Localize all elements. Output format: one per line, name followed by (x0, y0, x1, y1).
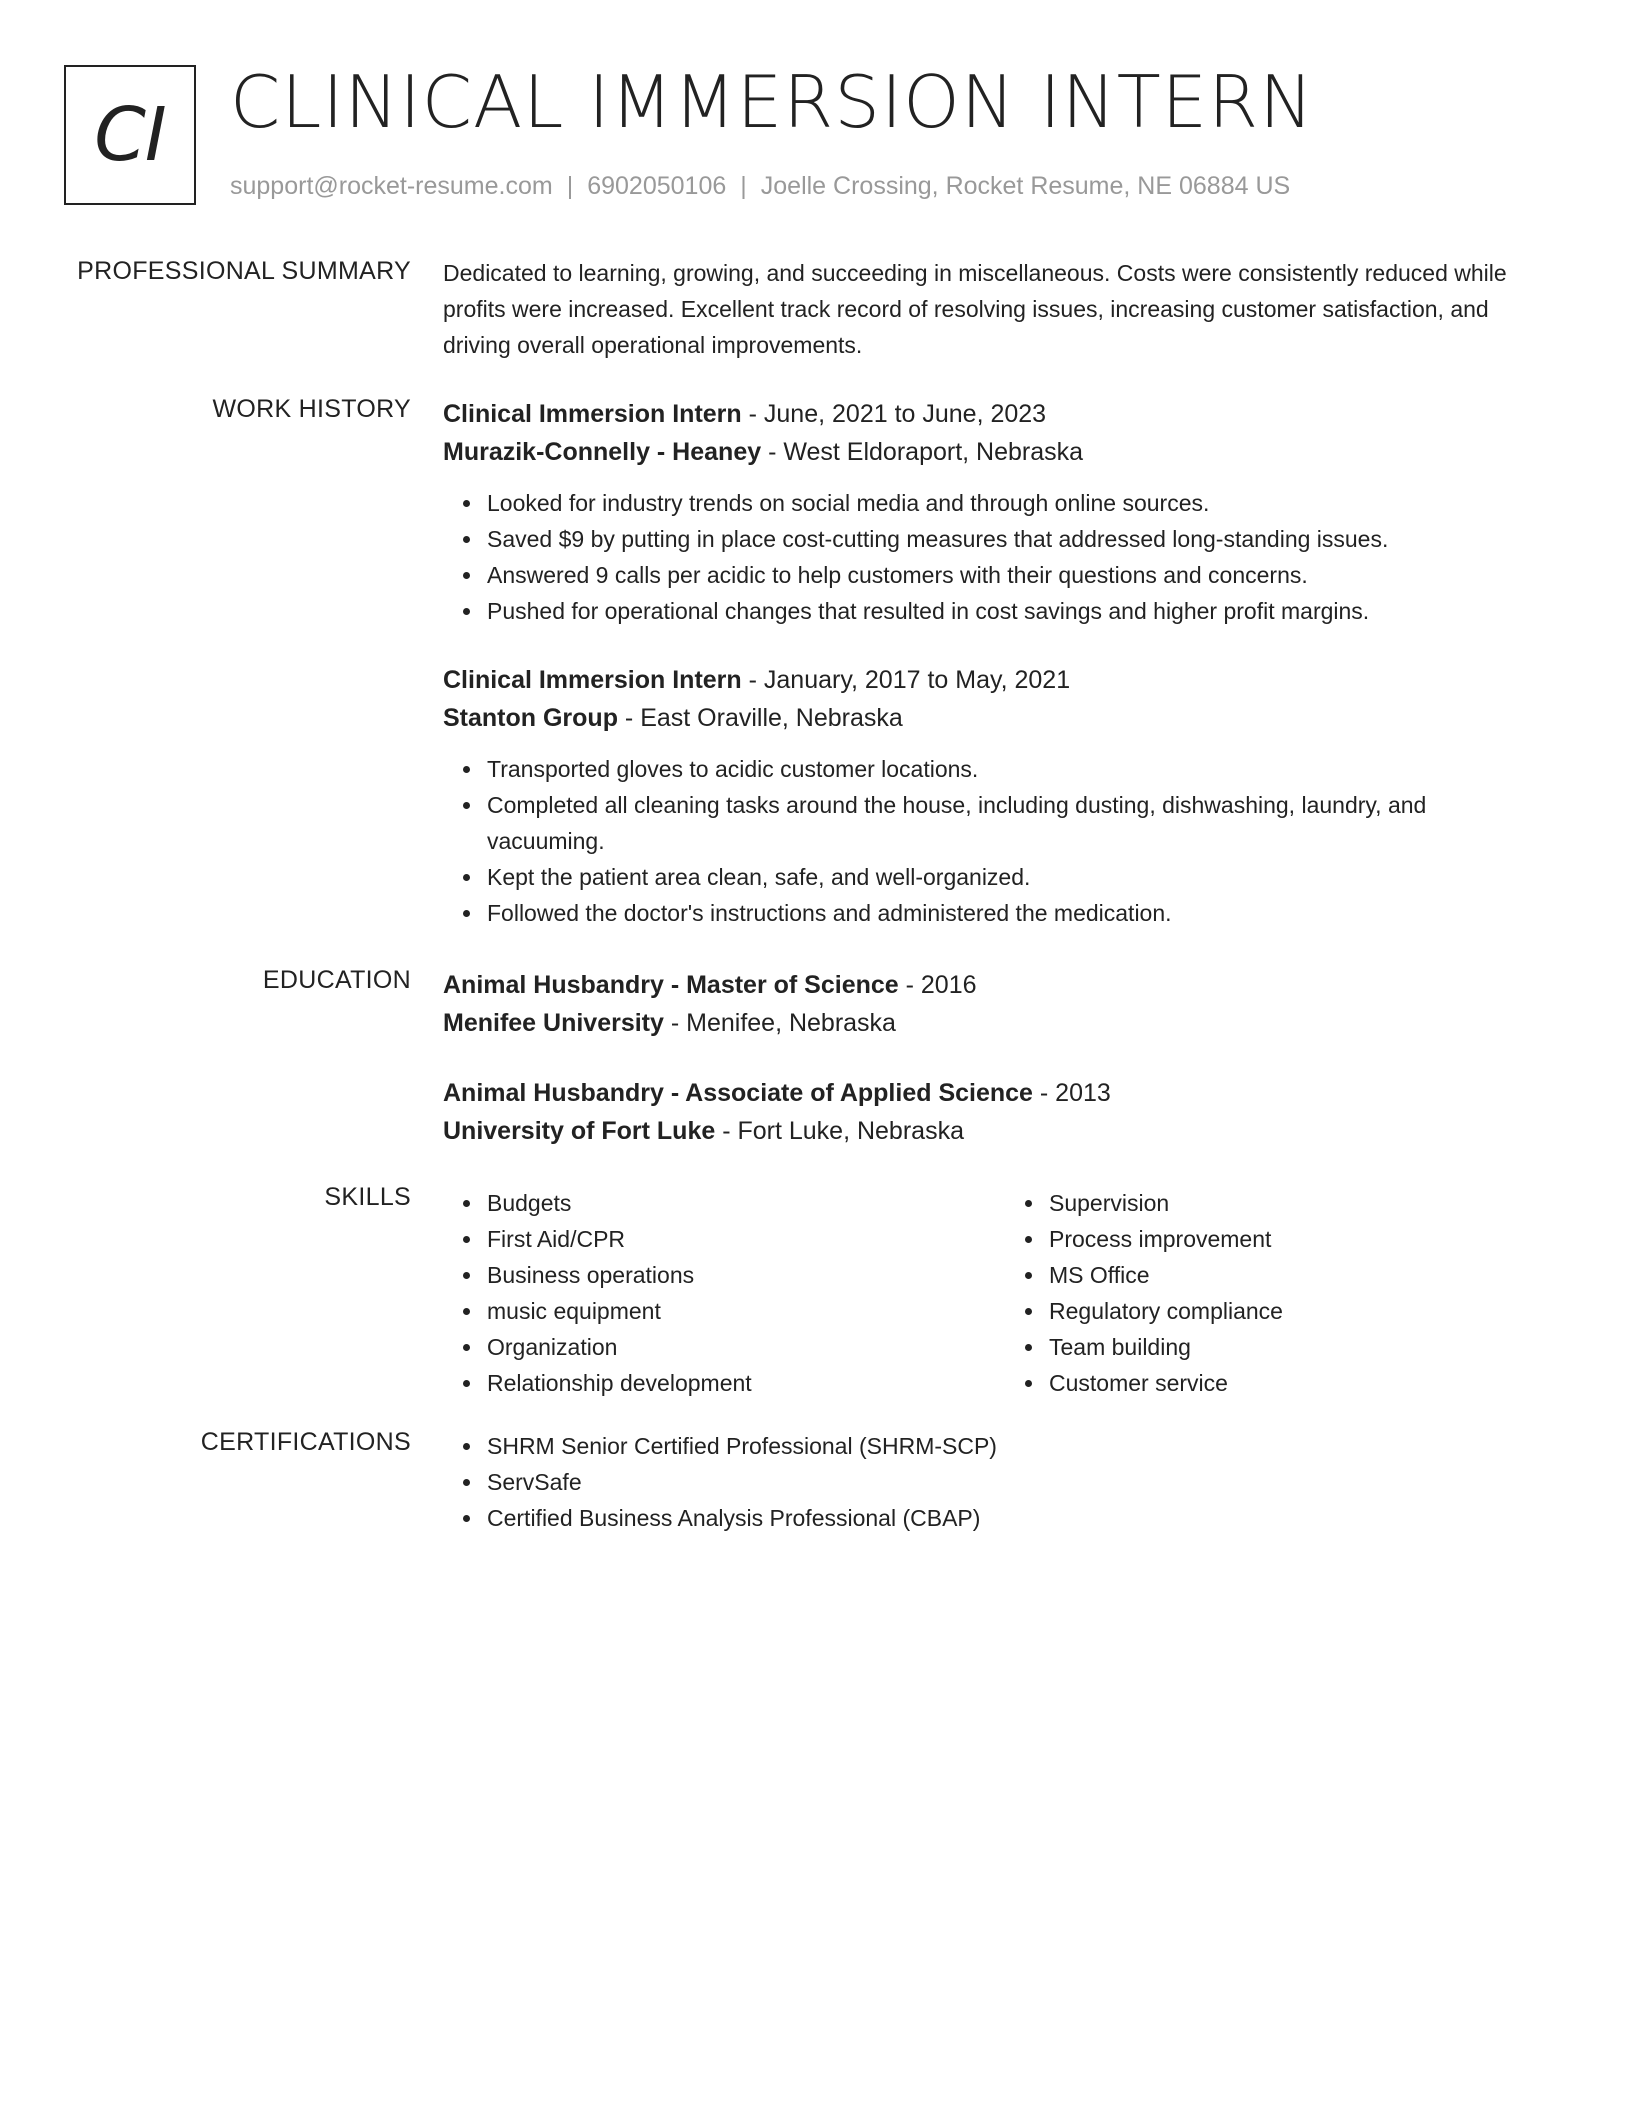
job-dates: - June, 2021 to June, 2023 (741, 400, 1047, 428)
certification-item: Certified Business Analysis Professional (CBAP) (487, 1500, 1523, 1536)
job-location: - West Eldoraport, Nebraska (761, 438, 1084, 466)
monogram-text: CI (94, 92, 166, 178)
education-body (443, 966, 1523, 1150)
section-label-education: EDUCATION (262, 966, 411, 994)
resume-title: CLINICAL IMMERSION INTERN (230, 60, 1315, 144)
skill-item: Budgets (487, 1185, 961, 1221)
job-title-line (443, 395, 1523, 433)
job-company-line (443, 433, 1523, 471)
job-entry (443, 395, 1523, 629)
list-item: Kept the patient area clean, safe, and well-organized. (487, 859, 1523, 895)
certifications-body (443, 1428, 1523, 1536)
certification-item: ServSafe (487, 1464, 1523, 1500)
school-line (443, 1112, 1523, 1150)
section-label-summary: PROFESSIONAL SUMMARY (77, 257, 411, 285)
skill-item: Team building (1049, 1329, 1523, 1365)
school-location: - Menifee, Nebraska (663, 1009, 896, 1037)
skills-list-right (1005, 1185, 1523, 1401)
section-label-work-history: WORK HISTORY (212, 395, 411, 423)
job-company: Murazik-Connelly - Heaney (443, 438, 762, 466)
job-bullet-list (443, 485, 1523, 629)
contact-separator: | (566, 172, 574, 200)
contact-separator: | (740, 172, 747, 200)
list-item: Followed the doctor's instructions and administered the medication. (487, 895, 1523, 931)
job-location: - East Oraville, Nebraska (617, 704, 903, 732)
job-entry (443, 661, 1523, 931)
skills-body (443, 1185, 1523, 1401)
degree-year: - 2016 (898, 971, 977, 999)
work-history-body (443, 395, 1523, 931)
list-item: Pushed for operational changes that resulted in cost savings and higher profit margins. (487, 593, 1523, 629)
degree-line (443, 1074, 1523, 1112)
skill-item: Business operations (487, 1257, 961, 1293)
contact-email: support@rocket-resume.com (230, 172, 553, 200)
skill-item: Supervision (1049, 1185, 1523, 1221)
skill-item: Customer service (1049, 1365, 1523, 1401)
section-label-skills: SKILLS (324, 1183, 411, 1211)
skills-columns (443, 1185, 1523, 1401)
list-item: Transported gloves to acidic customer locations. (487, 751, 1523, 787)
monogram-logo (64, 65, 196, 205)
job-company-line (443, 699, 1523, 737)
list-item: Completed all cleaning tasks around the house, including dusting, dishwashing, laundry, and vacuuming. (487, 787, 1523, 859)
skill-item: Organization (487, 1329, 961, 1365)
education-entry (443, 966, 1523, 1042)
job-title-line (443, 661, 1523, 699)
skills-list-left (443, 1185, 961, 1401)
job-bullet-list (443, 751, 1523, 931)
contact-address: Joelle Crossing, Rocket Resume, NE 06884 US (760, 172, 1291, 200)
skill-item: MS Office (1049, 1257, 1523, 1293)
degree-year: - 2013 (1032, 1079, 1111, 1107)
skill-item: Relationship development (487, 1365, 961, 1401)
skill-item: First Aid/CPR (487, 1221, 961, 1257)
skill-item: music equipment (487, 1293, 961, 1329)
summary-body (443, 255, 1523, 363)
education-entry (443, 1074, 1523, 1150)
certifications-list (443, 1428, 1523, 1536)
school: University of Fort Luke (443, 1117, 716, 1145)
skill-item: Process improvement (1049, 1221, 1523, 1257)
list-item: Looked for industry trends on social media and through online sources. (487, 485, 1523, 521)
job-dates: - January, 2017 to May, 2021 (741, 666, 1071, 694)
job-company: Stanton Group (443, 704, 618, 732)
degree: Animal Husbandry - Associate of Applied Science (443, 1079, 1033, 1107)
list-item: Answered 9 calls per acidic to help customers with their questions and concerns. (487, 557, 1523, 593)
certification-item: SHRM Senior Certified Professional (SHRM-SCP) (487, 1428, 1523, 1464)
list-item: Saved $9 by putting in place cost-cutting measures that addressed long-standing issues. (487, 521, 1523, 557)
degree: Animal Husbandry - Master of Science (443, 971, 899, 999)
job-title: Clinical Immersion Intern (443, 666, 742, 694)
job-title: Clinical Immersion Intern (443, 400, 742, 428)
section-label-certifications: CERTIFICATIONS (200, 1428, 411, 1456)
contact-phone: 6902050106 (587, 172, 727, 200)
school-location: - Fort Luke, Nebraska (715, 1117, 964, 1145)
summary-text: Dedicated to learning, growing, and succeeding in miscellaneous. Costs were consistently reduced while profits were increased. Excellent track record of resolving issues, increasing customer satisfaction, and driving overall operational improvements. (443, 260, 1507, 358)
contact-line (230, 172, 1290, 201)
degree-line (443, 966, 1523, 1004)
skill-item: Regulatory compliance (1049, 1293, 1523, 1329)
school-line (443, 1004, 1523, 1042)
school: Menifee University (443, 1009, 664, 1037)
